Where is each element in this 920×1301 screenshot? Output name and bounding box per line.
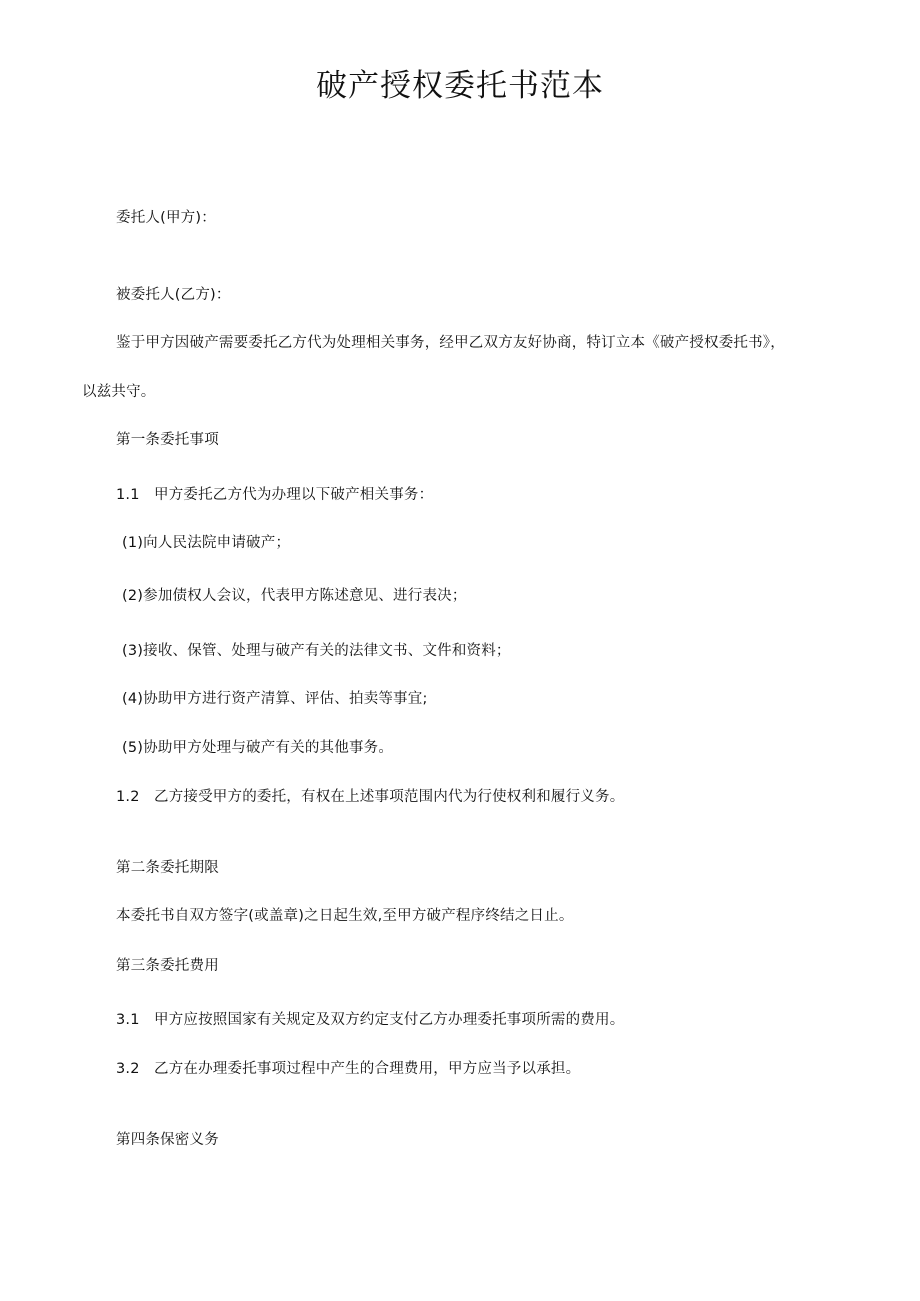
- list-item: (2)参加债权人会议，代表甲方陈述意见、进行表决；: [122, 588, 467, 604]
- document-title: 破产授权委托书范本: [316, 68, 604, 104]
- clause-text: 甲方应按照国家有关规定及双方约定支付乙方办理委托事项所需的费用。: [154, 1012, 625, 1028]
- clause-text: 乙方接受甲方的委托，有权在上述事项范围内代为行使权利和履行义务。: [154, 789, 625, 805]
- list-item: (4)协助甲方进行资产清算、评估、拍卖等事宜;: [122, 691, 428, 707]
- clause-number: 3.1: [116, 1012, 140, 1028]
- article-2-heading: 第二条委托期限: [116, 860, 219, 876]
- clause-1-1: [116, 485, 433, 505]
- article-3-heading: 第三条委托费用: [116, 958, 219, 974]
- preamble-line-2: 以兹共守。: [82, 384, 156, 400]
- clause-3-1: [116, 1010, 624, 1030]
- preamble-line-1: 鉴于甲方因破产需要委托乙方代为处理相关事务，经甲乙双方友好协商，特订立本《破产授权委托书》，: [116, 335, 785, 351]
- clause-1-2: [116, 787, 624, 807]
- article-4-heading: 第四条保密义务: [116, 1132, 219, 1148]
- list-item: (5)协助甲方处理与破产有关的其他事务。: [122, 740, 394, 756]
- agent-label: 被委托人(乙方)：: [116, 287, 231, 303]
- article-1-heading: 第一条委托事项: [116, 432, 219, 448]
- list-item: (1)向人民法院申请破产；: [122, 535, 291, 551]
- clause-number: 1.1: [116, 487, 140, 503]
- clause-text: 乙方在办理委托事项过程中产生的合理费用，甲方应当予以承担。: [154, 1061, 581, 1077]
- clause-number: 1.2: [116, 789, 140, 805]
- clause-3-2: [116, 1059, 580, 1079]
- list-item: (3)接收、保管、处理与破产有关的法律文书、文件和资料；: [122, 643, 511, 659]
- clause-text: 甲方委托乙方代为办理以下破产相关事务：: [154, 487, 434, 503]
- article-2-text: 本委托书自双方签字(或盖章)之日起生效,至甲方破产程序终结之日止。: [116, 908, 574, 924]
- clause-number: 3.2: [116, 1061, 140, 1077]
- principal-label: 委托人(甲方)：: [116, 210, 216, 226]
